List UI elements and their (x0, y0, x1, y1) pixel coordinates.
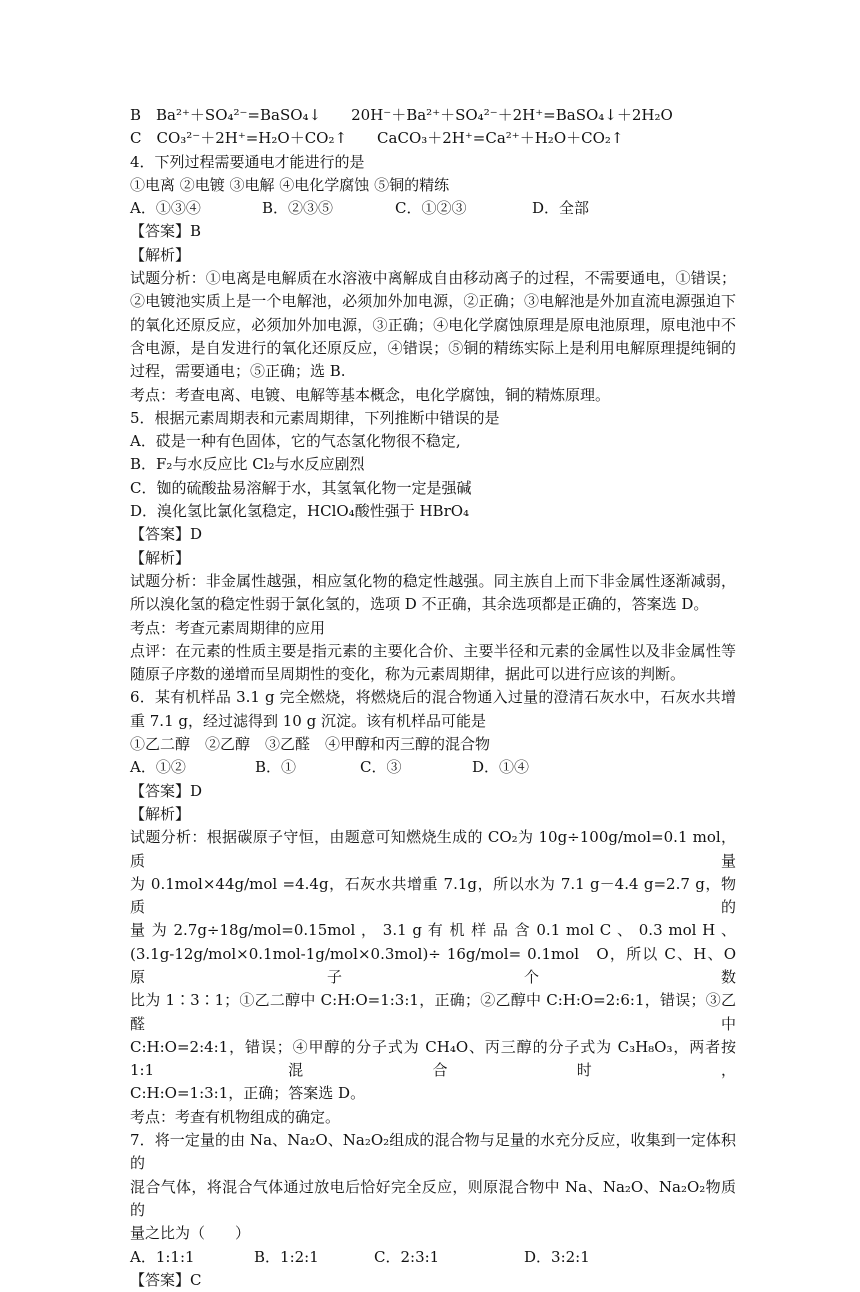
options-row (130, 1246, 736, 1269)
text-line: C:H:O=2:4:1，错误；④甲醇的分子式为 CH₄O、丙三醇的分子式为 C₃H₈O₃，两者按 1:1 混合时， (130, 1037, 736, 1080)
text-line: 考点：考查有机物组成的确定。 (130, 1107, 341, 1126)
analysis-label: 【解析】 (130, 245, 191, 264)
answer-label: 【答案】D (130, 781, 203, 800)
option: B．F₂与水反应比 Cl₂与水反应剧烈 (130, 455, 365, 474)
text-line: 量 为 2.7g÷18g/mol=0.15mol ， 3.1 g 有 机 样 品 含 0.1 mol C 、 0.3 mol H 、 (130, 921, 736, 940)
text-line: C CO₃²⁻＋2H⁺=H₂O＋CO₂↑ CaCO₃＋2H⁺=Ca²⁺＋H₂O＋CO₂↑ (130, 129, 624, 148)
question-stem: 6．某有机样品 3.1 g 完全燃烧，将燃烧后的混合物通入过量的澄清石灰水中，石灰水共增 (130, 688, 736, 707)
option: D．3:2:1 (524, 1247, 590, 1266)
option: D．全部 (532, 199, 590, 218)
option: B．1:2:1 (254, 1247, 319, 1266)
option: B．②③⑤ (262, 199, 334, 218)
option: C．①②③ (395, 199, 467, 218)
option: D．溴化氢比氯化氢稳定，HClO₄酸性强于 HBrO₄ (130, 502, 470, 521)
text-line: 含电源，是自发进行的氧化还原反应，④错误；⑤铜的精练实际上是利用电解原理提纯铜的 (130, 338, 736, 357)
document-body (130, 104, 736, 1292)
option: C．③ (360, 758, 402, 777)
options-row (130, 756, 736, 779)
question-stem: 5．根据元素周期表和元素周期律，下列推断中错误的是 (130, 408, 500, 427)
analysis-label: 【解析】 (130, 804, 191, 823)
text-line: 考点：考查电离、电镀、电解等基本概念，电化学腐蚀，铜的精炼原理。 (130, 385, 611, 404)
answer-label: 【答案】C (130, 1270, 202, 1289)
text-line: C:H:O=1:3:1，正确；答案选 D。 (130, 1084, 366, 1103)
text-line: 的氧化还原反应，必须加外加电源，③正确；④电化学腐蚀原理是原电池原理，原电池中不 (130, 315, 736, 334)
text-line: B Ba²⁺＋SO₄²⁻=BaSO₄↓ 20H⁻＋Ba²⁺＋SO₄²⁻＋2H⁺=BaSO₄↓＋2H₂O (130, 106, 673, 124)
option: A．砹是一种有色固体，它的气态氢化物很不稳定, (130, 432, 461, 451)
option: C．2:3:1 (374, 1247, 440, 1266)
option: C．铷的硫酸盐易溶解于水，其氢氧化物一定是强碱 (130, 478, 472, 497)
text-line: 考点：考查元素周期律的应用 (130, 618, 326, 637)
text-line: 试题分析：非金属性越强，相应氢化物的稳定性越强。同主族自上而下非金属性逐渐减弱， (130, 571, 736, 590)
option: A．1:1:1 (130, 1247, 195, 1266)
text-line: ①乙二醇 ②乙醇 ③乙醛 ④甲醇和丙三醇的混合物 (130, 735, 491, 754)
option: A．①③④ (130, 199, 201, 218)
text-line: 混合气体，将混合气体通过放电后恰好完全反应，则原混合物中 Na、Na₂O、Na₂O₂物质的 (130, 1177, 736, 1219)
option: A．①② (130, 758, 186, 777)
text-line: (3.1g-12g/mol×0.1mol-1g/mol×0.3mol)÷ 16g/mol= 0.1mol O，所以 C、H、O 原子个数 (130, 944, 736, 986)
text-line: 比为 1∶3∶1；①乙二醇中 C:H:O=1:3:1，正确；②乙醇中 C:H:O=2:6:1，错误；③乙醛中 (130, 991, 736, 1033)
answer-label: 【答案】B (130, 222, 202, 241)
text-line: 重 7.1 g，经过滤得到 10 g 沉淀。该有机样品可能是 (130, 711, 486, 730)
options-row (130, 197, 736, 220)
question-stem: 4．下列过程需要通电才能进行的是 (130, 152, 365, 171)
text-line: 点评：在元素的性质主要是指元素的主要化合价、主要半径和元素的金属性以及非金属性等 (130, 641, 736, 660)
option: B．① (255, 758, 297, 777)
text-line: ①电离 ②电镀 ③电解 ④电化学腐蚀 ⑤铜的精练 (130, 175, 450, 194)
question-stem: 7．将一定量的由 Na、Na₂O、Na₂O₂组成的混合物与足量的水充分反应，收集到一定体积的 (130, 1131, 736, 1173)
text-line: 量之比为（ ） (130, 1224, 251, 1243)
text-line: 试题分析：①电离是电解质在水溶液中离解成自由移动离子的过程，不需要通电，①错误； (130, 269, 736, 288)
text-line: 所以溴化氢的稳定性弱于氯化氢的，选项 D 不正确，其余选项都是正确的，答案选 D。 (130, 595, 709, 614)
text-line: 随原子序数的递增而呈周期性的变化，称为元素周期律，据此可以进行应该的判断。 (130, 665, 686, 684)
text-line: 过程，需要通电；⑤正确；选 B. (130, 362, 346, 381)
analysis-label: 【解析】 (130, 548, 191, 567)
text-line: ②电镀池实质上是一个电解池，必须加外加电源，②正确；③电解池是外加直流电源强迫下 (130, 292, 736, 311)
answer-label: 【答案】D (130, 525, 203, 544)
option: D．①④ (472, 758, 530, 777)
text-line: 试题分析：根据碳原子守恒，由题意可知燃烧生成的 CO₂为 10g÷100g/mol=0.1 mol，质量 (130, 828, 736, 870)
text-line: 为 0.1mol×44g/mol =4.4g，石灰水共增重 7.1g，所以水为 7.1 g－4.4 g=2.7 g，物质的 (130, 874, 736, 917)
